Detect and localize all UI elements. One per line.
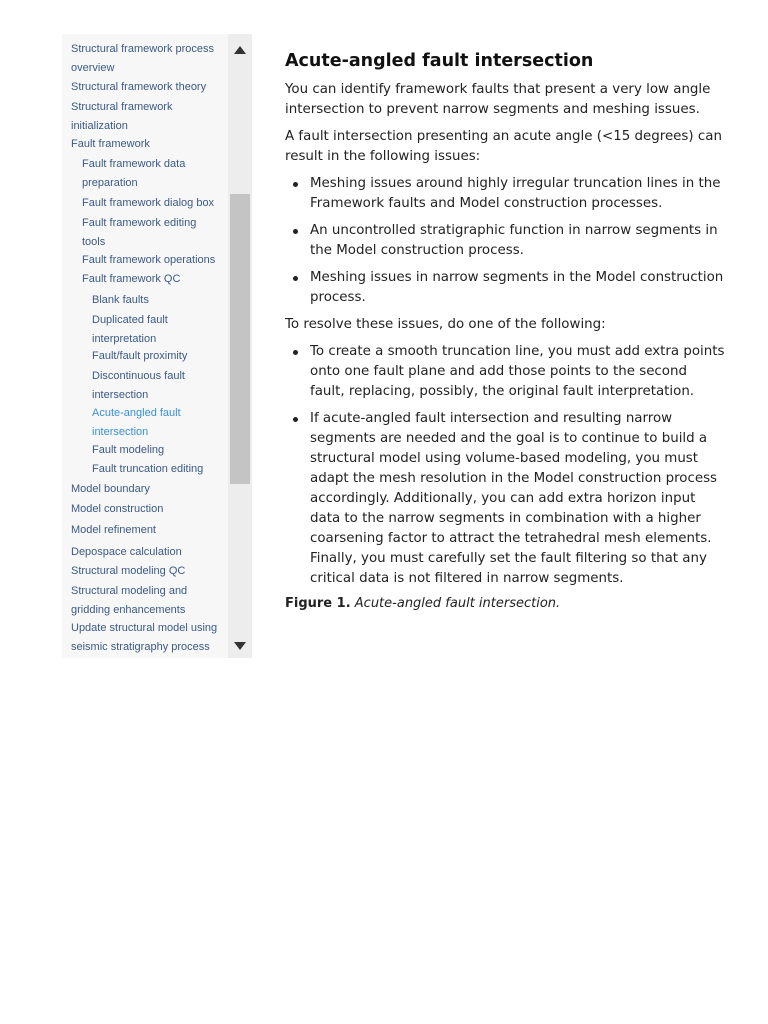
page-title: Acute-angled fault intersection xyxy=(285,51,594,71)
list-item: If acute-angled fault intersection and resulting narrow segments are needed and the goal is to continue to build a structural model using volume-based modeling, you must adapt the mesh resolution in the Model construction process accordingly. Additionally, you can add extra horizon input data to the narrow segments in combination with a higher coarsening factor to attract the tetrahedral mesh elements. Finally, you must carefully set the fault filtering so that any critical data is not filtered in narrow segments. xyxy=(310,409,725,589)
sidebar-item[interactable] xyxy=(92,367,185,404)
sidebar-item-label: Fault framework data xyxy=(82,158,186,170)
sidebar-item-label: Fault framework editing xyxy=(82,217,197,229)
sidebar-item-label: Depospace calculation xyxy=(71,546,182,558)
bullet-icon xyxy=(293,417,298,422)
sidebar-item-label: Structural modeling and xyxy=(71,585,188,597)
sidebar-item[interactable] xyxy=(71,135,150,154)
sidebar-item-label: Model construction xyxy=(71,503,164,515)
sidebar-item[interactable] xyxy=(92,441,164,460)
sidebar-item-label: Fault framework operations xyxy=(82,254,216,266)
scroll-down-button[interactable] xyxy=(228,634,252,658)
sidebar-item[interactable] xyxy=(92,347,187,366)
sidebar-item[interactable] xyxy=(82,251,215,270)
sidebar-item-label: intersection xyxy=(92,388,149,401)
triangle-down-icon xyxy=(234,642,246,650)
sidebar-item-label: Structural framework theory xyxy=(71,81,207,93)
sidebar-item-label: Blank faults xyxy=(92,294,149,306)
toc-list xyxy=(62,34,228,658)
figure-caption xyxy=(285,594,725,614)
sidebar-item[interactable] xyxy=(82,214,196,251)
sidebar-item-label: initialization xyxy=(71,119,128,132)
sidebar-item[interactable] xyxy=(82,194,214,213)
sidebar-item-label: tools xyxy=(82,235,106,248)
sidebar-item[interactable] xyxy=(92,460,203,479)
list-item: Meshing issues around highly irregular truncation lines in the Framework faults and Model construction processes. xyxy=(310,174,725,214)
list-item: An uncontrolled stratigraphic function in narrow segments in the Model construction process. xyxy=(310,221,725,261)
article xyxy=(285,48,725,614)
sidebar-item-label: Model refinement xyxy=(71,524,156,536)
sidebar-item[interactable] xyxy=(71,78,206,97)
toc-sidebar xyxy=(62,34,252,658)
bullet-icon xyxy=(293,276,298,281)
toc-scrollbar[interactable] xyxy=(228,34,252,658)
resolutions-list xyxy=(285,342,725,589)
sidebar-item-label: Duplicated fault xyxy=(92,314,168,326)
figure-label: Figure 1. xyxy=(285,596,351,611)
figure-caption-text: Acute-angled fault intersection. xyxy=(354,596,561,611)
list-item: Meshing issues in narrow segments in the Model construction process. xyxy=(310,268,725,308)
sidebar-item-label: Update structural model using xyxy=(71,622,218,634)
sidebar-item[interactable] xyxy=(71,40,214,77)
issues-list xyxy=(285,174,725,308)
sidebar-item-label: Fault truncation editing xyxy=(92,463,204,475)
scroll-thumb[interactable] xyxy=(230,194,250,484)
sidebar-item-label: overview xyxy=(71,61,115,74)
bullet-icon xyxy=(293,350,298,355)
sidebar-item[interactable] xyxy=(92,404,181,441)
sidebar-item[interactable] xyxy=(71,521,156,540)
sidebar-item[interactable] xyxy=(71,480,150,499)
sidebar-item[interactable] xyxy=(71,562,185,581)
sidebar-item[interactable] xyxy=(92,291,149,310)
sidebar-item-label: seismic stratigraphy process xyxy=(71,640,210,653)
sidebar-item-label: Fault framework dialog box xyxy=(82,197,215,209)
sidebar-item[interactable] xyxy=(71,98,172,135)
sidebar-item[interactable] xyxy=(82,270,180,289)
sidebar-item-label: Structural framework process xyxy=(71,43,215,55)
triangle-up-icon xyxy=(234,46,246,54)
sidebar-item-label: intersection xyxy=(92,425,149,438)
sidebar-item-label: gridding enhancements xyxy=(71,603,186,616)
sidebar-item-label: Fault framework xyxy=(71,138,150,150)
sidebar-item[interactable] xyxy=(71,619,217,656)
sidebar-item-label: Structural framework xyxy=(71,101,173,113)
sidebar-item-label: Fault/fault proximity xyxy=(92,350,188,362)
scroll-up-button[interactable] xyxy=(228,38,252,62)
list-item: To create a smooth truncation line, you must add extra points onto one fault plane and add those points to the second fault, replacing, possibly, the original fault interpretation. xyxy=(310,342,725,402)
sidebar-item-label: interpretation xyxy=(92,332,157,345)
sidebar-item[interactable] xyxy=(92,311,168,348)
bullet-icon xyxy=(293,182,298,187)
sidebar-item[interactable] xyxy=(71,543,182,562)
sidebar-item-label: Model boundary xyxy=(71,483,150,495)
resolve-lead: To resolve these issues, do one of the following: xyxy=(285,317,606,332)
sidebar-item[interactable] xyxy=(71,500,163,519)
sidebar-item[interactable] xyxy=(71,582,187,619)
sidebar-item-label: Fault framework QC xyxy=(82,273,181,285)
bullet-icon xyxy=(293,229,298,234)
sidebar-item[interactable] xyxy=(82,155,185,192)
sidebar-item-label: Discontinuous fault xyxy=(92,370,185,382)
issues-lead: A fault intersection presenting an acute angle (<15 degrees) can result in the following issues: xyxy=(285,129,722,164)
sidebar-item-label: Structural modeling QC xyxy=(71,565,186,577)
sidebar-item-label: preparation xyxy=(82,176,138,189)
intro-paragraph: You can identify framework faults that present a very low angle intersection to prevent narrow segments and meshing issues. xyxy=(285,82,711,117)
sidebar-item-label: Fault modeling xyxy=(92,444,165,456)
sidebar-item-label: Acute-angled fault xyxy=(92,407,181,419)
